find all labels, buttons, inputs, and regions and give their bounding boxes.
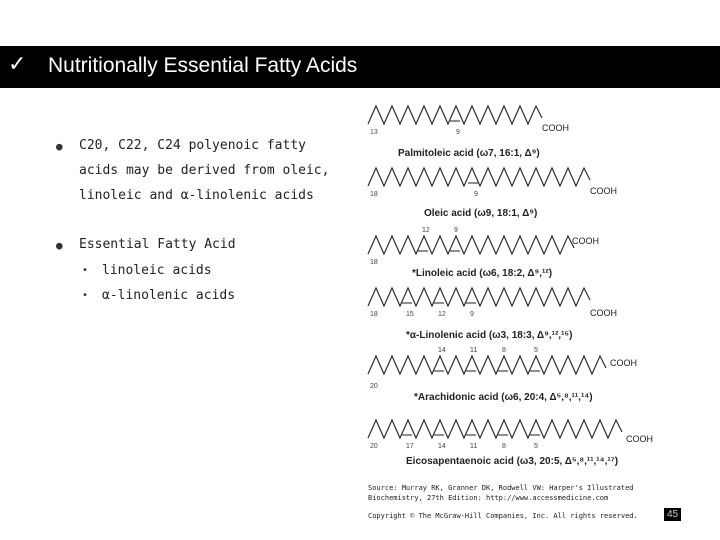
carbon-number: 11 [470, 347, 478, 354]
fatty-acid-diagram [360, 96, 680, 526]
source-citation [368, 483, 638, 521]
molecule-label-oleic: Oleic acid (ω9, 18:1, Δ⁹) [424, 208, 538, 219]
carbon-number: 20 [370, 383, 378, 390]
source-line: Biochemistry, 27th Edition: http://www.accessmedicine.com [368, 494, 609, 502]
carbon-number: 17 [406, 443, 414, 450]
bullet-text: acids may be derived from oleic, [79, 163, 330, 178]
carbon-number: 9 [470, 311, 474, 318]
linoleic-chain [368, 236, 574, 254]
sub-bullet-dot: • [82, 265, 89, 276]
carbon-number: 15 [406, 311, 414, 318]
carbon-number: 9 [456, 129, 460, 136]
bullet-text: linoleic and α-linolenic acids [79, 188, 314, 203]
carbon-number: 11 [470, 443, 478, 450]
molecule-label-arachidonic: *Arachidonic acid (ω6, 20:4, Δ⁵,⁸,¹¹,¹⁴) [414, 392, 593, 403]
carbon-number: 12 [438, 311, 446, 318]
arachidonic-chain [368, 356, 606, 374]
slide-title: Nutritionally Essential Fatty Acids [48, 54, 358, 77]
carbon-number: 9 [474, 191, 478, 198]
bullet-dot: ● [56, 140, 63, 153]
carbon-number: 9 [454, 227, 458, 234]
source-line: Copyright © The McGraw-Hill Companies, Inc. All rights reserved. [368, 512, 638, 520]
sub-bullet-dot: • [82, 290, 89, 301]
cooh-label: COOH [590, 308, 617, 318]
bullet-text: C20, C22, C24 polyenoic fatty [79, 138, 306, 153]
source-line: Source: Murray RK, Granner DK, Rodwell VW: Harper's Illustrated [368, 484, 634, 492]
cooh-label: COOH [572, 236, 599, 246]
cooh-label: COOH [610, 358, 637, 368]
molecule-label-linolenic: *α-Linolenic acid (ω3, 18:3, Δ⁹,¹²,¹⁵) [406, 330, 573, 341]
cooh-label: COOH [542, 123, 569, 133]
sub-bullet-text: linoleic acids [102, 263, 212, 278]
linolenic-chain [368, 288, 590, 306]
carbon-number: 8 [502, 443, 506, 450]
bullet-text: Essential Fatty Acid [79, 237, 236, 252]
carbon-number: 18 [370, 191, 378, 198]
carbon-number: 5 [534, 347, 538, 354]
sub-bullet-text: α-linolenic acids [102, 288, 236, 303]
checkmark-icon: ✓ [8, 52, 27, 77]
page-number: 45 [664, 508, 681, 521]
carbon-number: 13 [370, 129, 378, 136]
carbon-number: 12 [422, 227, 430, 234]
cooh-label: COOH [590, 186, 617, 196]
bullet-dot: ● [56, 239, 63, 252]
cooh-label: COOH [626, 434, 653, 444]
carbon-number: 14 [438, 347, 446, 354]
carbon-number: 18 [370, 259, 378, 266]
carbon-number: 5 [534, 443, 538, 450]
carbon-number: 18 [370, 311, 378, 318]
carbon-number: 8 [502, 347, 506, 354]
oleic-chain [368, 168, 590, 186]
molecule-label-linoleic: *Linoleic acid (ω6, 18:2, Δ⁹,¹²) [412, 268, 553, 279]
carbon-number: 20 [370, 443, 378, 450]
molecule-label-eicosapentaenoic: Eicosapentaenoic acid (ω3, 20:5, Δ⁵,⁸,¹¹,¹⁴,¹⁷) [406, 456, 619, 467]
carbon-number: 14 [438, 443, 446, 450]
fatty-acid-structures-figure [360, 96, 680, 526]
molecule-label-palmitoleic: Palmitoleic acid (ω7, 16:1, Δ⁹) [398, 148, 540, 159]
